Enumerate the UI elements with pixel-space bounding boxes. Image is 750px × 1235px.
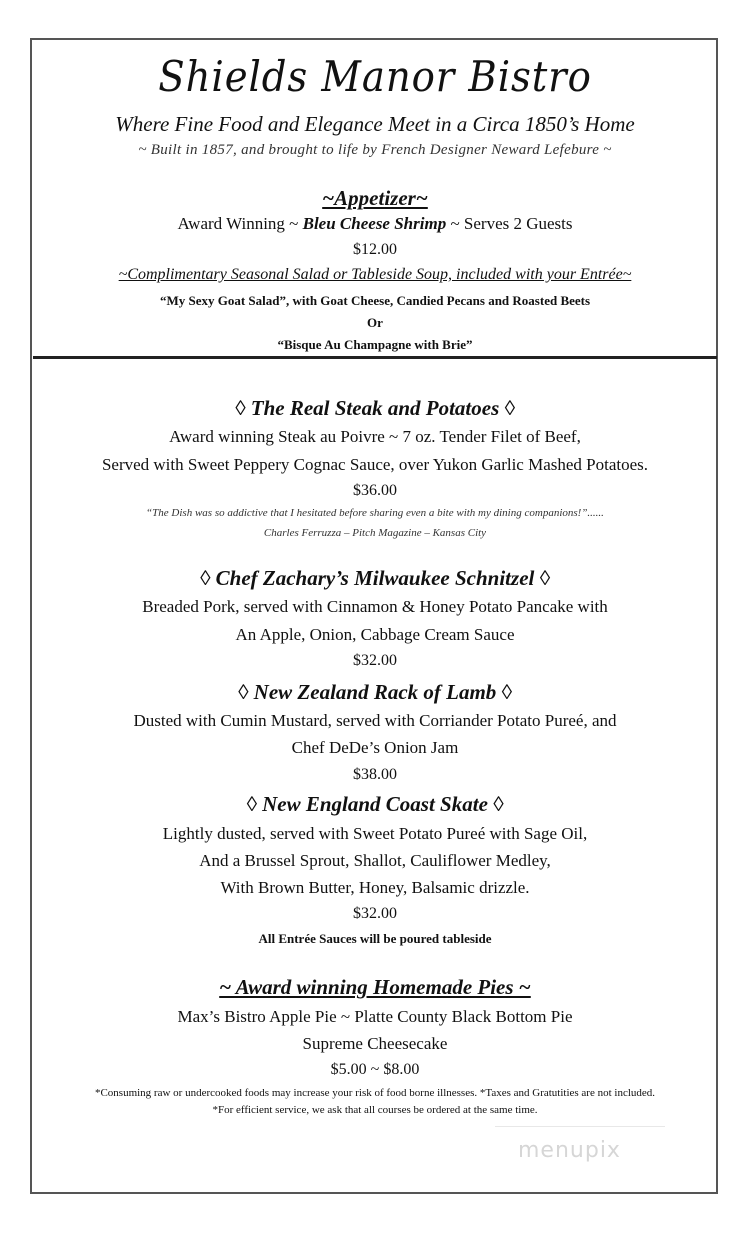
entree-price: $32.00 xyxy=(353,905,397,922)
salad-option: “My Sexy Goat Salad”, with Goat Cheese, Candied Pecans and Roasted Beets xyxy=(159,293,591,308)
entree-desc-line: Award winning Steak au Poivre ~ 7 oz. Tender Filet of Beef, xyxy=(169,427,581,446)
watermark-logo: menupix xyxy=(518,1138,621,1163)
entree-desc-line: Breaded Pork, served with Cinnamon & Honey Potato Pancake with xyxy=(142,597,608,616)
footnote-ordering: *For efficient service, we ask that all courses be ordered at the same time. xyxy=(212,1104,538,1116)
entree-desc-line: An Apple, Onion, Cabbage Cream Sauce xyxy=(235,625,515,644)
pies-line: Supreme Cheesecake xyxy=(302,1034,448,1053)
complimentary-note: ~Complimentary Seasonal Salad or Tableside Soup, included with your Entrée~ xyxy=(118,266,632,283)
entree-price: $38.00 xyxy=(353,766,397,783)
appetizer-prefix: Award Winning ~ xyxy=(177,214,303,233)
tagline: Where Fine Food and Elegance Meet in a Circa 1850’s Home xyxy=(115,112,635,136)
entree-desc-line: With Brown Butter, Honey, Balsamic drizzle. xyxy=(220,878,530,897)
appetizer-price: $12.00 xyxy=(353,241,397,258)
watermark-rule xyxy=(495,1126,665,1127)
entree-title: ◊ New Zealand Rack of Lamb ◊ xyxy=(238,680,512,704)
entree-title: ◊ Chef Zachary’s Milwaukee Schnitzel ◊ xyxy=(200,566,550,590)
entree-desc-line: And a Brussel Sprout, Shallot, Cauliflower Medley, xyxy=(199,851,551,870)
pies-price: $5.00 ~ $8.00 xyxy=(330,1061,420,1078)
appetizer-dish-name: Bleu Cheese Shrimp xyxy=(302,214,447,233)
entree-title: ◊ New England Coast Skate ◊ xyxy=(246,792,504,816)
entree-desc-line: Chef DeDe’s Onion Jam xyxy=(291,738,459,757)
restaurant-name: Shields Manor Bistro xyxy=(158,52,592,101)
subtagline: ~ Built in 1857, and brought to life by French Designer Neward Lefebure ~ xyxy=(138,142,612,158)
footnote-raw-food: *Consuming raw or undercooked foods may increase your risk of food borne illnesses. *Taxes and Gratutities are not included. xyxy=(94,1087,656,1099)
pies-line: Max’s Bistro Apple Pie ~ Platte County Black Bottom Pie xyxy=(177,1007,573,1026)
entree-desc-line: Lightly dusted, served with Sweet Potato Pureé with Sage Oil, xyxy=(162,824,588,843)
entree-price: $36.00 xyxy=(353,482,397,499)
entree-desc-line: Served with Sweet Peppery Cognac Sauce, over Yukon Garlic Mashed Potatoes. xyxy=(101,455,649,474)
review-source: Charles Ferruzza – Pitch Magazine – Kansas City xyxy=(263,527,487,539)
or-label: Or xyxy=(367,315,383,330)
review-quote: “The Dish was so addictive that I hesitated before sharing even a bite with my dining companions!”...... xyxy=(146,507,604,519)
appetizer-heading: ~Appetizer~ xyxy=(322,186,428,210)
pies-heading: ~ Award winning Homemade Pies ~ xyxy=(219,975,531,999)
sauce-note: All Entrée Sauces will be poured tableside xyxy=(258,931,492,946)
entree-title: ◊ The Real Steak and Potatoes ◊ xyxy=(235,396,515,420)
appetizer-suffix: ~ Serves 2 Guests xyxy=(446,214,573,233)
section-divider xyxy=(33,356,717,359)
appetizer-line xyxy=(0,214,750,234)
entree-price: $32.00 xyxy=(353,652,397,669)
soup-option: “Bisque Au Champagne with Brie” xyxy=(277,337,473,352)
entree-desc-line: Dusted with Cumin Mustard, served with Corriander Potato Pureé, and xyxy=(133,711,617,730)
